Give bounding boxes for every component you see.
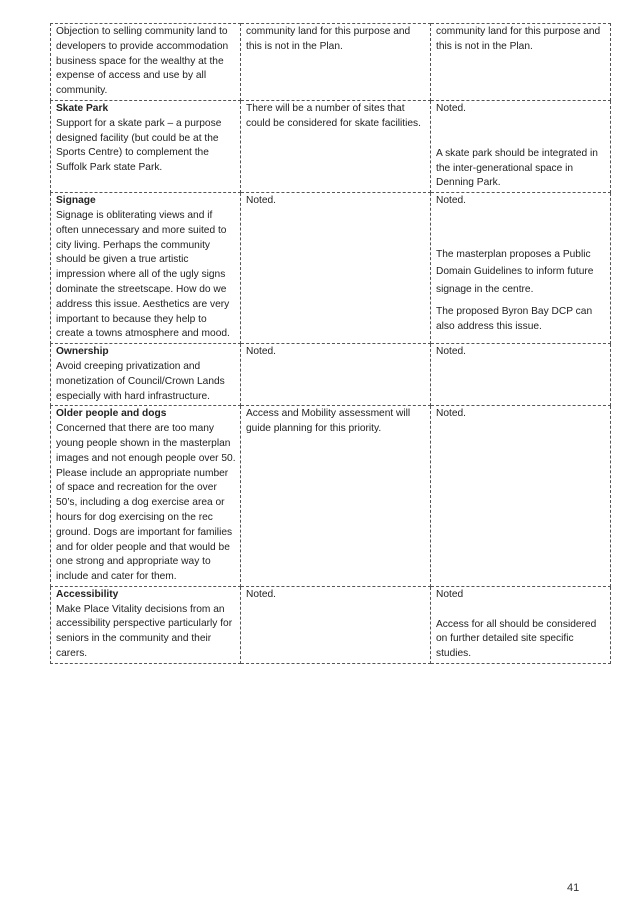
table-row (51, 586, 611, 663)
response-cell (241, 100, 431, 192)
response-text: Noted. (246, 195, 277, 207)
response-text: Access and Mobility assessment will guide planning for this priority. (246, 408, 411, 435)
response-cell (241, 24, 431, 101)
action-text: Noted. (436, 102, 467, 114)
comment-cell (51, 193, 241, 344)
comment-cell (51, 100, 241, 192)
comment-cell (51, 24, 241, 101)
table-row (51, 406, 611, 587)
comment-text: Make Place Vitality decisions from an accessibility perspective particularly for seniors in the community and their carers. (56, 603, 233, 660)
action-text: The masterplan proposes a Public Domain Guidelines to inform future signage in the centre. (436, 248, 594, 295)
table-row (51, 344, 611, 406)
action-text: Noted. (436, 195, 467, 207)
table-row (51, 193, 611, 344)
comment-cell (51, 406, 241, 587)
row-title: Skate Park (56, 102, 109, 114)
consultation-table (50, 23, 611, 664)
action-text: Noted. (436, 346, 467, 358)
response-text: community land for this purpose and this is not in the Plan. (246, 26, 411, 52)
row-title: Older people and dogs (56, 408, 167, 420)
response-cell (241, 586, 431, 663)
comment-cell (51, 586, 241, 663)
action-text: Access for all should be considered on further detailed site specific studies. (436, 618, 597, 660)
comment-cell (51, 344, 241, 406)
comment-text: Avoid creeping privatization and monetization of Council/Crown Lands especially with hard infrastructure. (56, 360, 225, 402)
action-cell (431, 586, 611, 663)
table-row (51, 24, 611, 101)
action-cell (431, 344, 611, 406)
action-cell (431, 193, 611, 344)
action-cell (431, 406, 611, 587)
action-text: The proposed Byron Bay DCP can also address this issue. (436, 306, 593, 333)
table-row (51, 100, 611, 192)
comment-text: Concerned that there are too many young people shown in the masterplan images and not enough people over 50. Please include an appropriate number of space and recreation for the over 50’s, including a dog exercise area or hours for dog exercising on the rec ground. Dogs are important for families and for older people and that would be one strong and appropriate way to include and cater for them. (56, 423, 236, 583)
action-text: A skate park should be integrated in the inter-generational space in Denning Park. (436, 147, 598, 189)
action-text: Noted. (436, 408, 467, 420)
action-text: community land for this purpose and this is not in the Plan. (436, 26, 601, 52)
row-title: Signage (56, 195, 96, 207)
comment-text: Signage is obliterating views and if often unnecessary and more suited to city living. Perhaps the community should be given a true artistic impression where all of the ugly signs dominate the streetscape. How do we address this issue. Aesthetics are very important to because they help to create a towns atmosphere and mood. (56, 209, 230, 340)
row-title: Ownership (56, 346, 109, 358)
response-cell (241, 193, 431, 344)
response-cell (241, 406, 431, 587)
page-number: 41 (567, 882, 580, 894)
action-cell (431, 24, 611, 101)
row-title: Accessibility (56, 588, 119, 600)
action-cell (431, 100, 611, 192)
comment-text: Support for a skate park – a purpose designed facility (but could be at the Sports Centre) to complement the Suffolk Park state Park. (56, 117, 222, 174)
response-text: Noted. (246, 346, 277, 358)
response-cell (241, 344, 431, 406)
comment-text: Objection to selling community land to developers to provide accommodation business space for the wealthy at the expense of access and use by all community. (56, 26, 229, 97)
response-text: Noted. (246, 588, 277, 600)
action-text: Noted (436, 588, 464, 600)
response-text: There will be a number of sites that could be considered for skate facilities. (246, 102, 421, 129)
